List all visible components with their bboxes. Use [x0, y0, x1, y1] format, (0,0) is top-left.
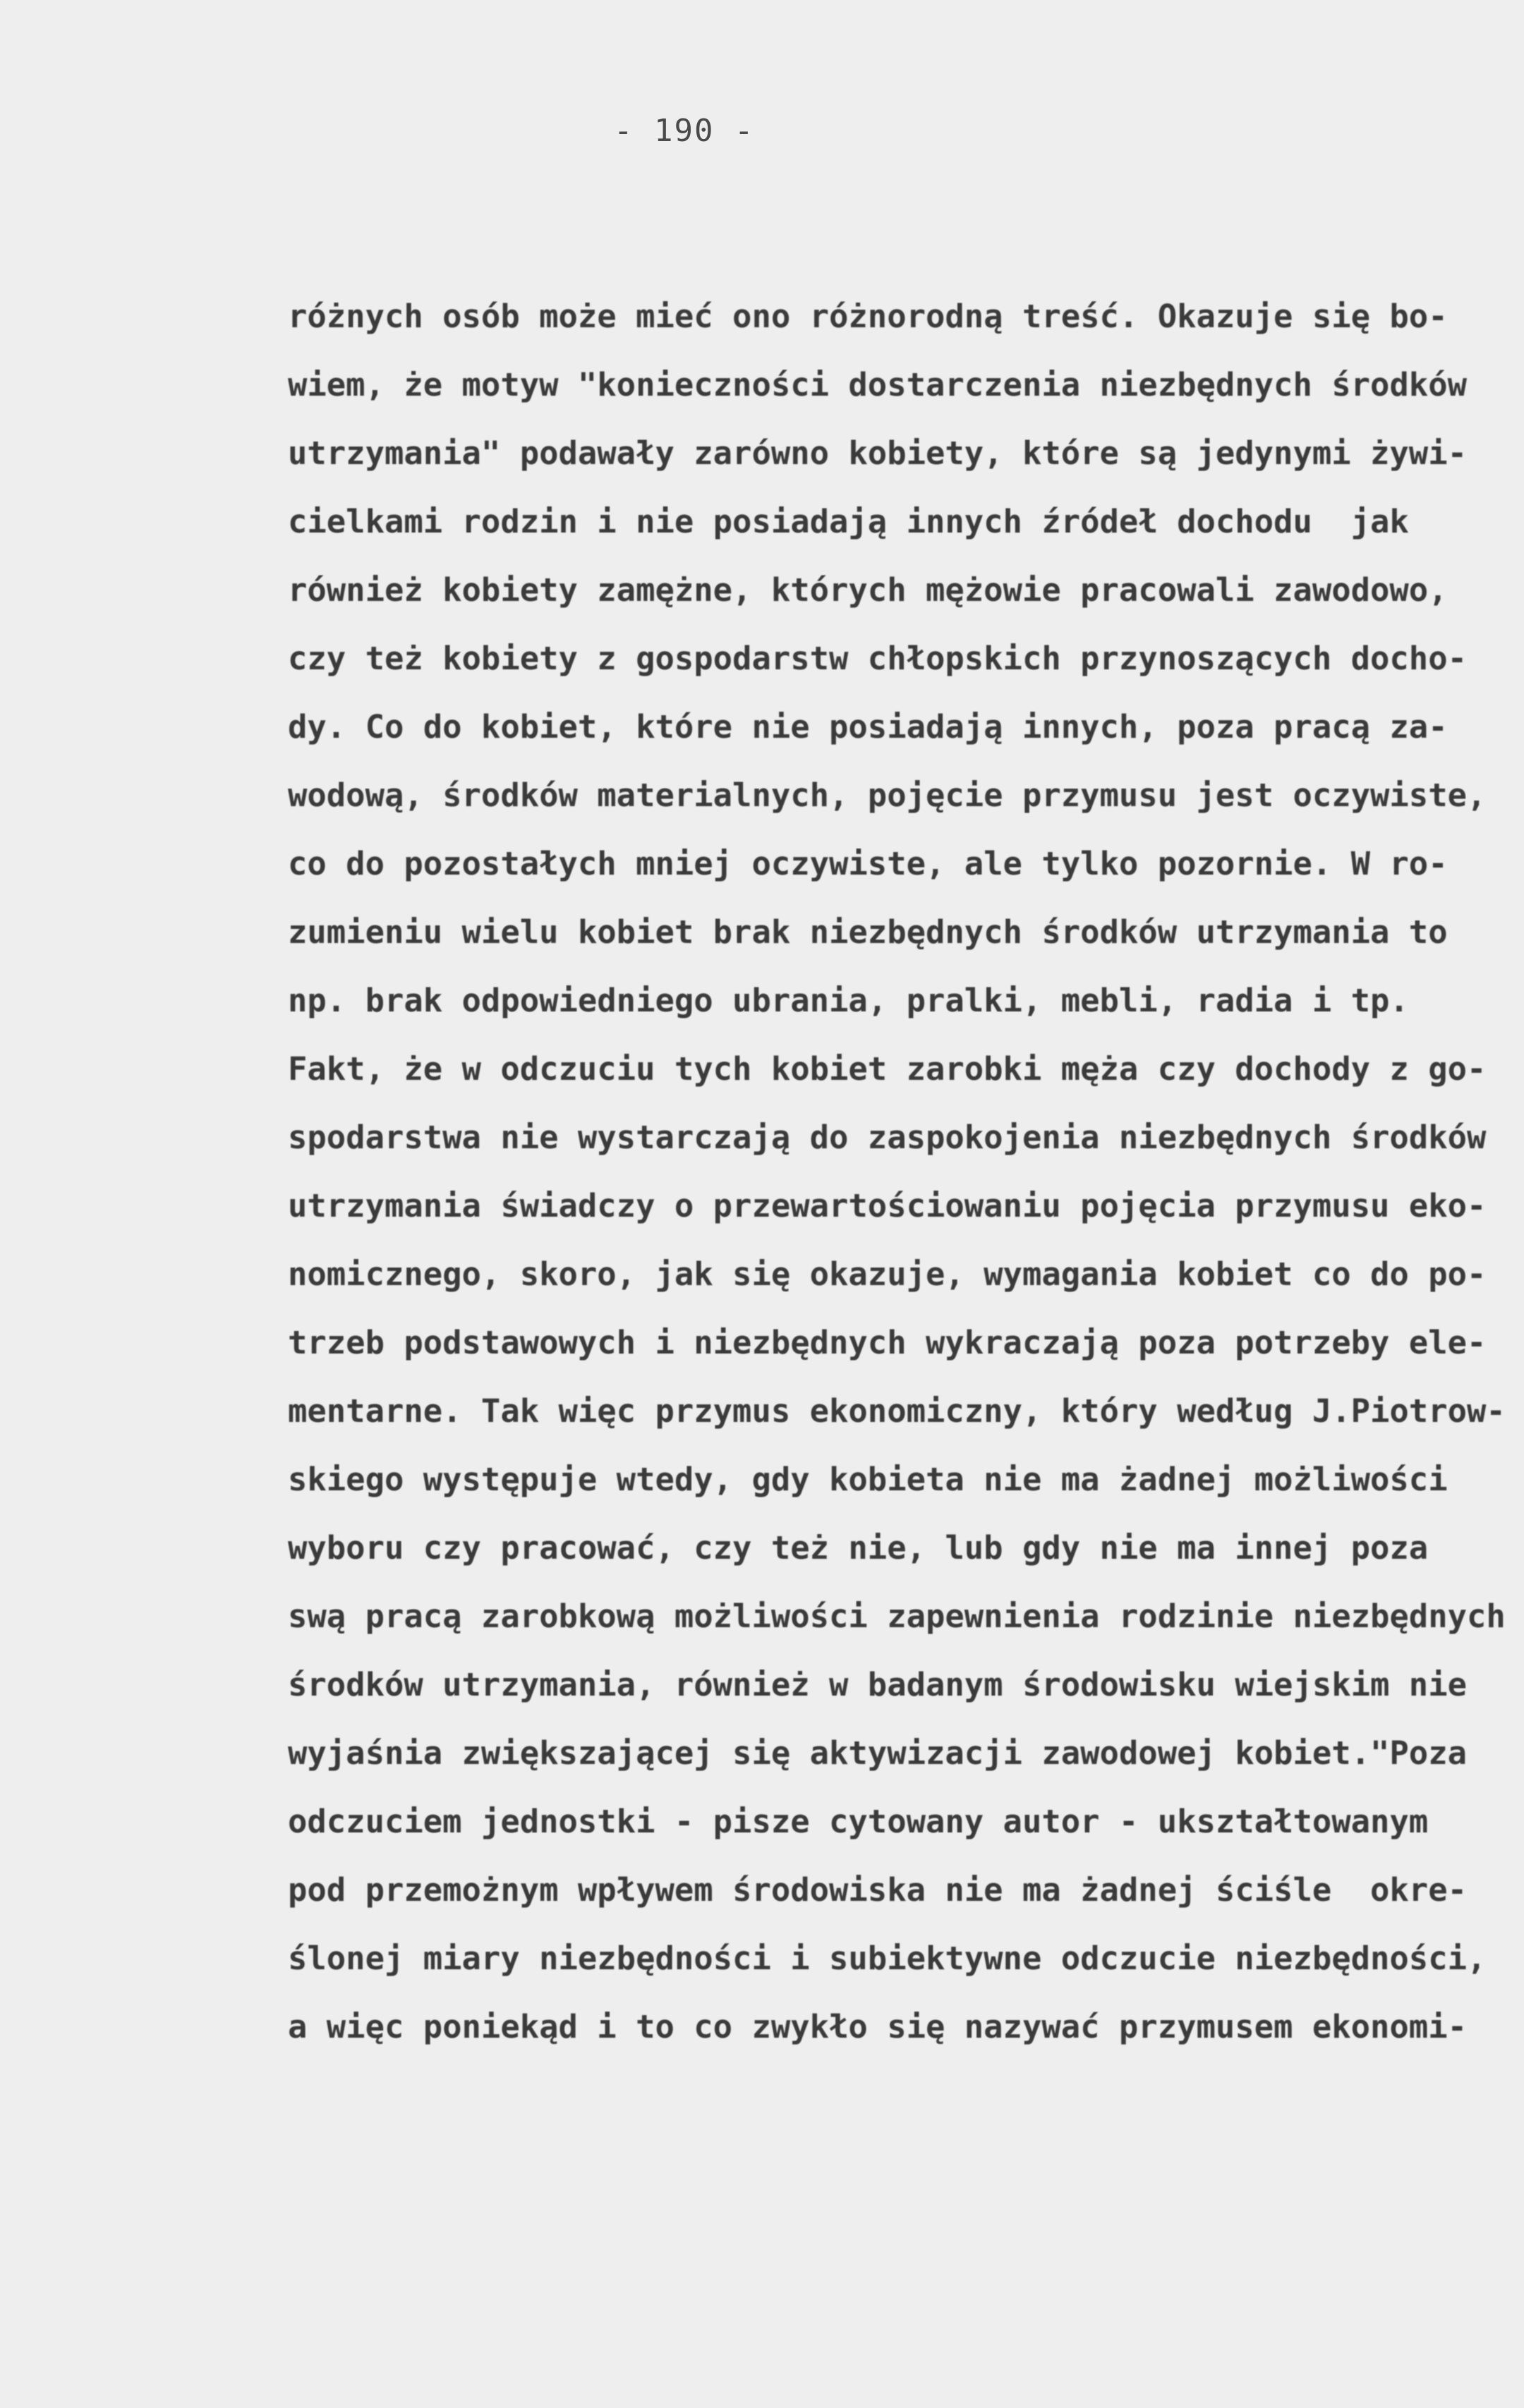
text-line: mentarne. Tak więc przymus ekonomiczny, który według J.Piotrow-	[288, 1392, 1506, 1430]
body-text	[288, 282, 1506, 2061]
text-line: trzeb podstawowych i niezbędnych wykraczają poza potrzeby ele-	[288, 1324, 1487, 1361]
text-line: spodarstwa nie wystarczają do zaspokojenia niezbędnych środków	[288, 1119, 1487, 1156]
text-line: zumieniu wielu kobiet brak niezbędnych środków utrzymania to	[288, 913, 1448, 951]
text-line: różnych osób może mieć ono różnorodną treść. Okazuje się bo-	[288, 298, 1448, 335]
text-line: nomicznego, skoro, jak się okazuje, wymagania kobiet co do po-	[288, 1255, 1487, 1293]
text-line: czy też kobiety z gospodarstw chłopskich przynoszących docho-	[288, 640, 1467, 677]
text-line: wodową, środków materialnych, pojęcie przymusu jest oczywiste,	[288, 777, 1487, 814]
text-line: cielkami rodzin i nie posiadają innych źródeł dochodu jak	[288, 503, 1409, 540]
text-line: wyboru czy pracować, czy też nie, lub gdy nie ma innej poza	[288, 1529, 1429, 1567]
text-line: utrzymania" podawały zarówno kobiety, które są jedynymi żywi-	[288, 434, 1467, 472]
text-line: środków utrzymania, również w badanym środowisku wiejskim nie	[288, 1666, 1467, 1703]
text-line: pod przemożnym wpływem środowiska nie ma żadnej ściśle okre-	[288, 1871, 1467, 1909]
text-line: swą pracą zarobkową możliwości zapewnienia rodzinie niezbędnych	[288, 1598, 1506, 1635]
text-line: wyjaśnia zwiększającej się aktywizacji zawodowej kobiet."Poza	[288, 1734, 1467, 1772]
text-line: skiego występuje wtedy, gdy kobieta nie ma żadnej możliwości	[288, 1461, 1448, 1498]
text-line: ślonej miary niezbędności i subiektywne odczucie niezbędności,	[288, 1940, 1487, 1977]
text-line: utrzymania świadczy o przewartościowaniu pojęcia przymusu eko-	[288, 1187, 1487, 1224]
page-number: - 190 -	[614, 113, 755, 149]
text-line: odczuciem jednostki - pisze cytowany autor - ukształtowanym	[288, 1803, 1429, 1840]
text-line: również kobiety zamężne, których mężowie pracowali zawodowo,	[288, 571, 1448, 609]
text-line: dy. Co do kobiet, które nie posiadają innych, poza pracą za-	[288, 708, 1448, 746]
text-line: Fakt, że w odczuciu tych kobiet zarobki męża czy dochody z go-	[288, 1050, 1487, 1088]
text-line: co do pozostałych mniej oczywiste, ale tylko pozornie. W ro-	[288, 845, 1448, 882]
text-line: wiem, że motyw "konieczności dostarczenia niezbędnych środków	[288, 366, 1467, 403]
text-line: a więc poniekąd i to co zwykło się nazywać przymusem ekonomi-	[288, 2008, 1467, 2045]
text-line: np. brak odpowiedniego ubrania, pralki, mebli, radia i tp.	[288, 982, 1409, 1019]
